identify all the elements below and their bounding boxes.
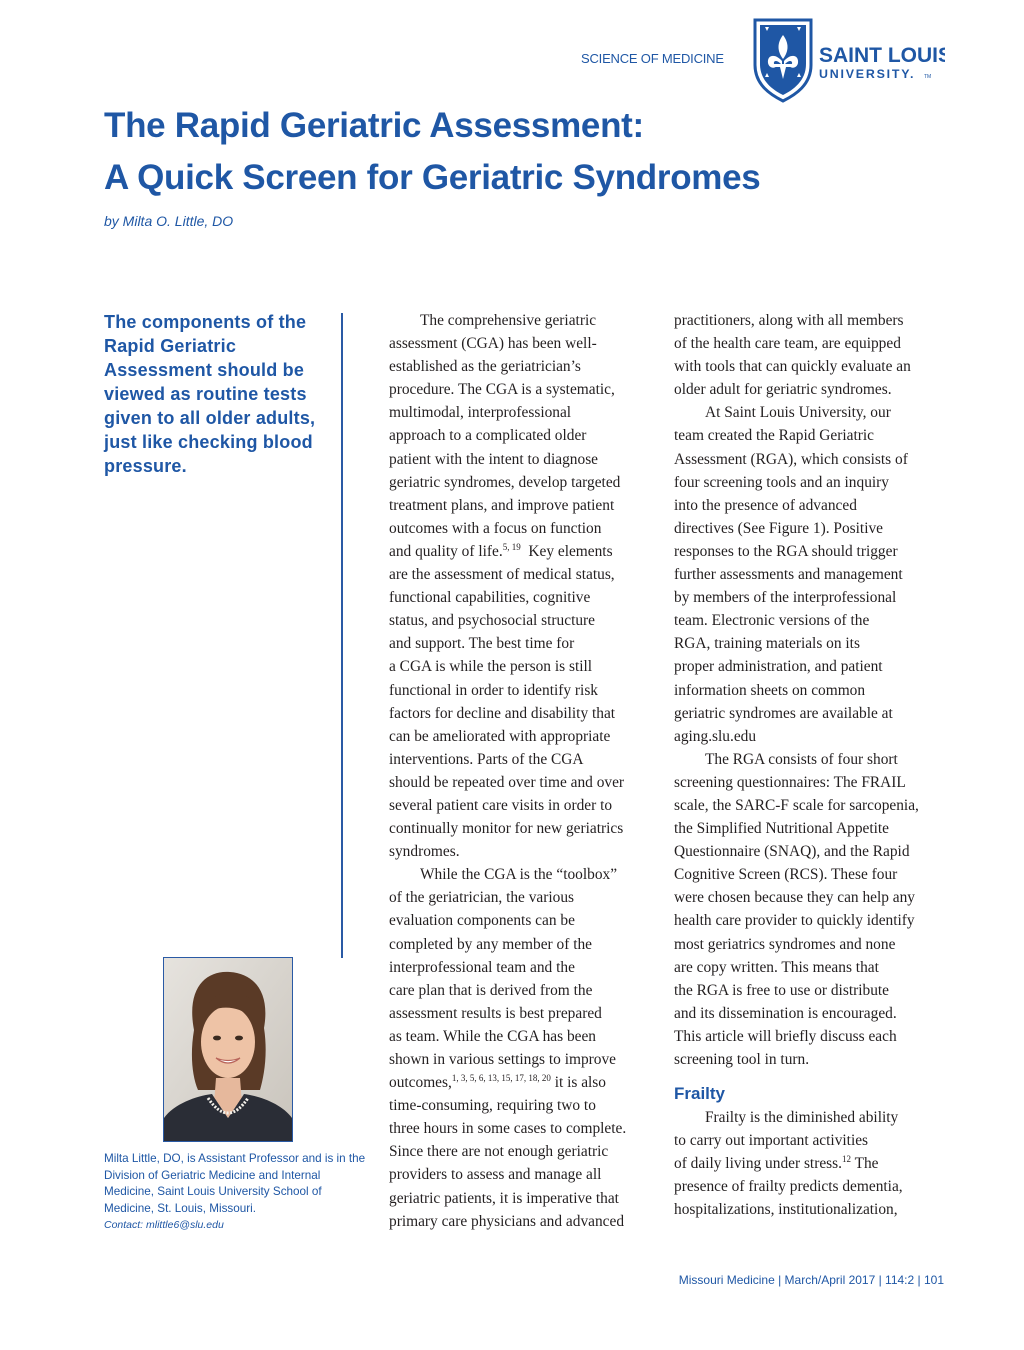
text-line: several patient care visits in order to (389, 796, 613, 814)
text-line: This article will briefly discuss each (674, 1027, 897, 1045)
text-line: proper administration, and patient (674, 658, 883, 676)
text-line: geriatric syndromes, develop targeted (389, 473, 621, 491)
logo-line2: UNIVERSITY. (819, 67, 916, 81)
text-line: the RGA is free to use or distribute (674, 981, 890, 999)
author-contact: Contact: mlittle6@slu.edu (104, 1219, 224, 1231)
text-line: time-consuming, requiring two to (389, 1097, 596, 1115)
text-line: hospitalizations, institutionalization, (674, 1201, 898, 1219)
text-line: and its dissemination is encouraged. (674, 1004, 897, 1022)
text-line: health care provider to quickly identify (674, 912, 915, 930)
text-line: primary care physicians and advanced (389, 1212, 625, 1230)
text-line: completed by any member of the (389, 935, 593, 953)
text-line: information sheets on common (674, 681, 866, 699)
text-line: assessment results is best prepared (389, 1004, 602, 1022)
text-line: approach to a complicated older (389, 427, 587, 445)
text-line: screening tool in turn. (674, 1051, 810, 1068)
text-line: status, and psychosocial structure (389, 612, 596, 630)
text-line: The comprehensive geriatric (420, 312, 597, 329)
logo-line1: SAINT LOUIS (819, 44, 945, 67)
text-line: geriatric patients, it is imperative that (389, 1189, 619, 1207)
text-line: outcomes with a focus on function (389, 519, 602, 537)
text-line: aging.slu.edu (674, 727, 757, 745)
text-line: patient with the intent to diagnose (389, 450, 599, 468)
text-line: Frailty is the diminished ability (705, 1109, 899, 1127)
text-segment: Key elements (520, 542, 613, 560)
text-line: treatment plans, and improve patient (389, 496, 615, 514)
title-line1: The Rapid Geriatric Assessment: (104, 106, 644, 145)
body-column-2 (674, 309, 942, 1222)
text-line: a CGA is while the person is still (389, 658, 593, 676)
text-line: interventions. Parts of the CGA (389, 750, 584, 768)
pull-quote: The components of the Rapid Geriatric Assessment should be viewed as routine tests given to all older adults, just like checking blood pressure. (104, 312, 316, 476)
text-line: should be repeated over time and over (389, 773, 625, 791)
text-line: functional capabilities, cognitive (389, 589, 591, 607)
section-label: SCIENCE OF MEDICINE (581, 51, 724, 66)
text-line: geriatric syndromes are available at (674, 704, 893, 722)
text-line: with tools that can quickly evaluate an (674, 358, 911, 376)
text-line: established as the geriatrician’s (389, 358, 581, 376)
text-line: team. Electronic versions of the (674, 612, 870, 630)
text-line: interprofessional team and the (389, 958, 575, 976)
text-line: further assessments and management (674, 566, 903, 584)
citation-superscript: 1, 3, 5, 6, 13, 15, 17, 18, 20 (451, 1073, 551, 1084)
text-segment: The (851, 1155, 879, 1173)
text-line (389, 540, 657, 563)
text-line: team created the Rapid Geriatric (674, 427, 874, 445)
page-footer: Missouri Medicine | March/April 2017 | 114:2 | 101 (678, 1273, 944, 1287)
text-line: While the CGA is the “toolbox” (420, 866, 618, 884)
article-title (104, 100, 760, 204)
text-line: presence of frailty predicts dementia, (674, 1178, 903, 1196)
author-photo (163, 957, 293, 1142)
university-logo (753, 17, 945, 105)
text-line: RGA, training materials on its (674, 635, 860, 653)
text-line: Cognitive Screen (RCS). These four (674, 866, 898, 884)
text-line: procedure. The CGA is a systematic, (389, 381, 615, 399)
text-line: of the health care team, are equipped (674, 335, 901, 353)
text-line: shown in various settings to improve (389, 1051, 616, 1068)
text-line: functional in order to identify risk (389, 681, 599, 699)
text-line: practitioners, along with all members (674, 312, 904, 329)
text-line: providers to assess and manage all (389, 1166, 602, 1184)
text-line: continually monitor for new geriatrics (389, 820, 624, 838)
text-segment: of daily living under stress. (674, 1155, 842, 1173)
text-segment: it is also (550, 1074, 606, 1092)
text-line: factors for decline and disability that (389, 704, 616, 722)
text-line: are copy written. This means that (674, 958, 879, 976)
text-line: responses to the RGA should trigger (674, 542, 898, 560)
text-line (674, 1152, 942, 1175)
text-line (389, 1071, 657, 1094)
text-line: At Saint Louis University, our (705, 404, 891, 422)
text-line: into the presence of advanced (674, 496, 857, 514)
text-line: were chosen because they can help any (674, 889, 916, 907)
title-line2: A Quick Screen for Geriatric Syndromes (104, 158, 761, 197)
text-line: evaluation components can be (389, 912, 575, 930)
author-caption (104, 1151, 366, 1234)
text-line: scale, the SARC-F scale for sarcopenia, (674, 796, 919, 814)
text-line: and support. The best time for (389, 635, 575, 653)
citation-superscript: 5, 19 (502, 541, 521, 552)
body-column-1 (389, 309, 657, 1233)
byline: by Milta O. Little, DO (104, 213, 234, 229)
section-heading-frailty: Frailty (674, 1084, 726, 1104)
text-line: older adult for geriatric syndromes. (674, 381, 892, 399)
text-segment: and quality of life. (389, 542, 503, 560)
logo-tm: TM (924, 74, 932, 80)
text-segment: outcomes, (389, 1074, 452, 1092)
text-line: as team. While the CGA has been (389, 1027, 597, 1045)
text-line: care plan that is derived from the (389, 981, 593, 999)
text-line: most geriatrics syndromes and none (674, 935, 896, 953)
pull-quote-rule (341, 313, 343, 958)
shield-fleur-de-lis-icon (753, 17, 945, 105)
text-line: three hours in some cases to complete. (389, 1120, 627, 1138)
text-line: syndromes. (389, 843, 460, 861)
author-bio: Milta Little, DO, is Assistant Professor and is in the Division of Geriatric Medicine and Internal Medicine, Saint Louis University School of Medicine, St. Louis, Missouri. (104, 1152, 366, 1215)
text-line: Since there are not enough geriatric (389, 1143, 609, 1161)
text-line: the Simplified Nutritional Appetite (674, 820, 890, 838)
text-line: are the assessment of medical status, (389, 566, 615, 584)
text-line: by members of the interprofessional (674, 589, 897, 607)
text-line: directives (See Figure 1). Positive (674, 519, 884, 537)
text-line: Assessment (RGA), which consists of (674, 450, 908, 468)
text-line: can be ameliorated with appropriate (389, 727, 611, 745)
text-line: multimodal, interprofessional (389, 404, 572, 422)
text-line: screening questionnaires: The FRAIL (674, 773, 906, 791)
text-line: to carry out important activities (674, 1132, 869, 1150)
text-line: Questionnaire (SNAQ), and the Rapid (674, 843, 910, 861)
text-line: assessment (CGA) has been well- (389, 335, 597, 353)
text-line: four screening tools and an inquiry (674, 473, 889, 491)
citation-superscript: 12 (842, 1154, 851, 1165)
text-line: The RGA consists of four short (705, 750, 898, 768)
text-line: of the geriatrician, the various (389, 889, 575, 907)
